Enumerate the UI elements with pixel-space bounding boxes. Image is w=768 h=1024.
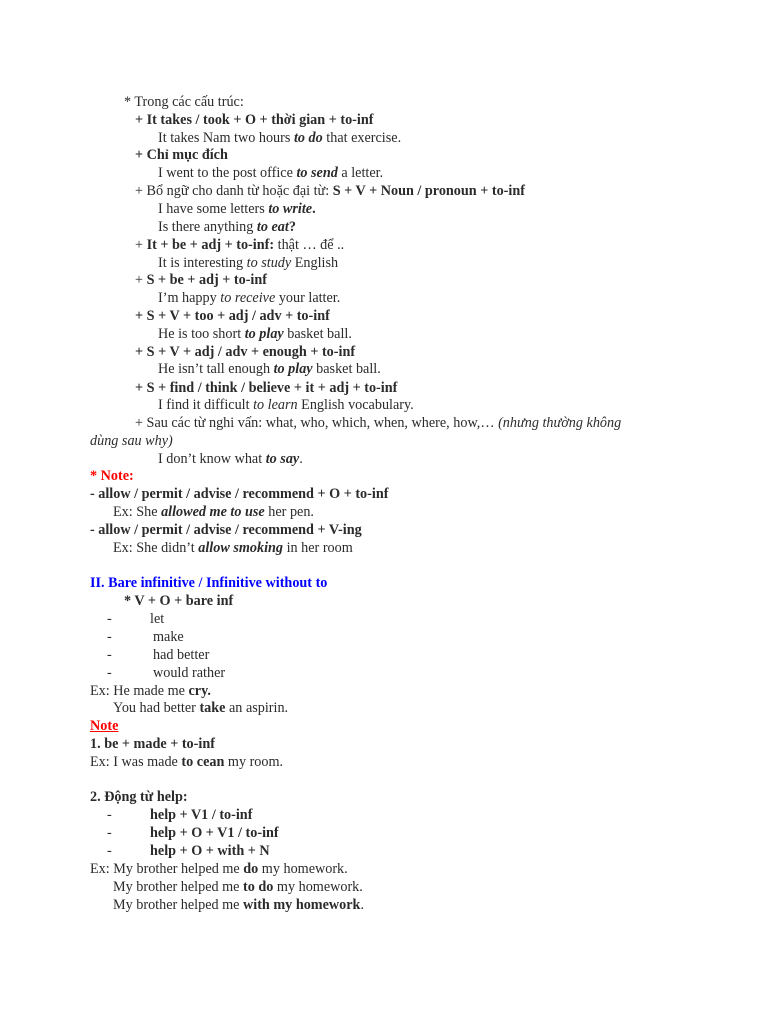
note-example	[113, 540, 353, 557]
rule-line	[135, 272, 267, 289]
example-text: Ex: He made me	[90, 683, 189, 699]
example-text: It takes Nam two hours	[158, 130, 294, 146]
help-title-text: 2. Động từ help:	[90, 789, 188, 805]
example-text: English	[291, 255, 339, 271]
help-title	[90, 789, 188, 806]
rule-line	[135, 237, 344, 254]
example-text: my homework.	[258, 861, 348, 877]
rule-prefix: +	[135, 237, 147, 253]
note-rule	[90, 522, 362, 539]
bullet: -	[107, 647, 112, 663]
example-italic: to study	[246, 255, 292, 271]
rule-prefix: + Bổ ngữ cho danh từ hoặc đại từ:	[135, 183, 333, 199]
example-line	[113, 700, 288, 717]
rule-prefix: +	[135, 308, 147, 324]
list-item-label	[150, 807, 252, 824]
example-emphasis: to write	[268, 201, 313, 217]
list-item-label	[153, 647, 209, 664]
note-title	[90, 718, 118, 735]
example-emphasis: to eat	[256, 219, 289, 235]
example-text: my room.	[224, 754, 284, 770]
rule-line	[135, 308, 330, 325]
example-bold: with my homework	[243, 897, 361, 913]
note-example	[113, 504, 314, 521]
example-line	[158, 397, 414, 414]
example-text: I don’t know what	[158, 451, 266, 467]
example-line	[158, 361, 381, 378]
example-text: basket ball.	[283, 326, 352, 342]
example-line	[158, 219, 296, 236]
example-line	[158, 165, 383, 182]
rule-text: S + V + too + adj / adv + to-inf	[146, 308, 330, 324]
rule-prefix: +	[135, 344, 147, 360]
example-text: .	[299, 451, 303, 467]
list-item	[107, 665, 112, 682]
example-text: a letter.	[337, 165, 384, 181]
bullet: -	[107, 825, 112, 841]
bullet: -	[107, 629, 112, 645]
example-line	[158, 201, 316, 218]
bullet: -	[107, 665, 112, 681]
note-rule	[90, 486, 388, 503]
list-item-text: help + O + with + N	[150, 843, 270, 859]
list-item-label	[153, 629, 184, 646]
list-item	[107, 611, 112, 628]
example-text: I have some letters	[158, 201, 269, 217]
structure-text: * V + O + bare inf	[124, 593, 234, 609]
question-words-text: + Sau các từ nghi vấn: what, who, which, when, where, how,…	[135, 415, 499, 431]
rule-prefix: +	[135, 147, 147, 163]
rule-prefix: +	[135, 272, 147, 288]
example-text: an aspirin.	[225, 700, 289, 716]
list-item-text: make	[153, 629, 184, 645]
example-text: ?	[288, 219, 296, 235]
list-item	[107, 647, 112, 664]
example-italic: to learn	[253, 397, 298, 413]
question-words-cont	[90, 433, 173, 450]
example-text: My brother helped me	[113, 879, 244, 895]
note-rule	[90, 736, 215, 753]
note-title-text: * Note:	[90, 468, 134, 484]
list-item-text: help + V1 / to-inf	[150, 807, 253, 823]
example-text: My brother helped me	[113, 897, 244, 913]
question-words-italic: (nhưng thường không	[498, 415, 622, 431]
example-text: Ex: My brother helped me	[90, 861, 244, 877]
list-item-text: had better	[153, 647, 210, 663]
example-text: I’m happy	[158, 290, 221, 306]
rule-text: S + be + adj + to-inf	[146, 272, 267, 288]
note-rule-text: 1. be + made + to-inf	[90, 736, 215, 752]
question-words-line	[135, 415, 621, 432]
rule-suffix: thật … để ..	[274, 237, 345, 253]
rule-text: It takes / took + O + thời gian + to-inf	[146, 112, 374, 128]
rule-text: Chỉ mục đích	[146, 147, 228, 163]
list-item	[107, 825, 112, 842]
rule-text: It + be + adj + to-inf:	[146, 237, 275, 253]
example-text: Ex: She didn’t	[113, 540, 199, 556]
example-italic: to receive	[220, 290, 276, 306]
example-text: You had better	[113, 700, 200, 716]
rule-text: S + V + adj / adv + enough + to-inf	[146, 344, 356, 360]
example-line	[158, 290, 340, 307]
section-intro	[124, 94, 244, 111]
list-item-label	[150, 843, 270, 860]
example-text: It is interesting	[158, 255, 247, 271]
example-text: that exercise.	[322, 130, 402, 146]
example-line	[113, 897, 364, 914]
list-item-label	[150, 611, 164, 628]
rule-prefix: +	[135, 112, 147, 128]
example-text: Ex: She	[113, 504, 162, 520]
example-text: He is too short	[158, 326, 245, 342]
example-text: basket ball.	[312, 361, 381, 377]
list-item-label	[150, 825, 279, 842]
example-line	[158, 451, 303, 468]
example-text: your latter.	[275, 290, 341, 306]
example-emphasis: to send	[296, 165, 338, 181]
example-text: .	[312, 201, 316, 217]
example-emphasis: allow smoking	[198, 540, 284, 556]
rule-line	[135, 112, 373, 129]
rule-text: S + V + Noun / pronoun + to-inf	[332, 183, 525, 199]
example-text: her pen.	[264, 504, 314, 520]
rule-line	[135, 380, 397, 397]
example-line	[158, 326, 352, 343]
question-words-italic-cont: dùng sau why)	[90, 433, 173, 449]
intro-text: * Trong các cấu trúc:	[124, 94, 244, 110]
note-rule-text: - allow / permit / advise / recommend + O + to-inf	[90, 486, 389, 502]
list-item-label	[153, 665, 225, 682]
example-emphasis: to play	[244, 326, 284, 342]
example-line	[113, 879, 363, 896]
rule-text: S + find / think / believe + it + adj + to-inf	[146, 380, 398, 396]
note-rule-text: - allow / permit / advise / recommend + V-ing	[90, 522, 362, 538]
example-bold: take	[199, 700, 226, 716]
list-item-text: let	[150, 611, 165, 627]
example-text: He isn’t tall enough	[158, 361, 274, 377]
example-emphasis: to say	[265, 451, 300, 467]
section-heading-text: II. Bare infinitive / Infinitive without to	[90, 575, 328, 591]
example-text: .	[360, 897, 364, 913]
bullet: -	[107, 807, 112, 823]
example-text: my homework.	[273, 879, 363, 895]
list-item-text: help + O + V1 / to-inf	[150, 825, 279, 841]
rule-line	[135, 183, 525, 200]
example-bold: cry.	[188, 683, 211, 699]
example-text: I find it difficult	[158, 397, 254, 413]
example-line	[158, 130, 401, 147]
example-emphasis: allowed me to use	[161, 504, 265, 520]
example-text: Ex: I was made	[90, 754, 182, 770]
example-line	[90, 683, 211, 700]
bullet: -	[107, 611, 112, 627]
structure-line	[124, 593, 233, 610]
example-text: English vocabulary.	[297, 397, 414, 413]
list-item	[107, 629, 112, 646]
rule-line	[135, 344, 355, 361]
example-line	[90, 861, 348, 878]
example-text: I went to the post office	[158, 165, 297, 181]
example-emphasis: to play	[273, 361, 313, 377]
example-bold: do	[243, 861, 259, 877]
example-emphasis: to do	[293, 130, 323, 146]
list-item	[107, 807, 112, 824]
rule-line	[135, 147, 228, 164]
section-heading	[90, 575, 327, 592]
list-item-text: would rather	[153, 665, 226, 681]
example-text: in her room	[283, 540, 353, 556]
note-title-text: Note	[90, 718, 119, 734]
example-text: Is there anything	[158, 219, 257, 235]
rule-prefix: +	[135, 380, 147, 396]
example-bold: to do	[243, 879, 274, 895]
note-title	[90, 468, 134, 485]
list-item	[107, 843, 112, 860]
bullet: -	[107, 843, 112, 859]
example-bold: to cean	[181, 754, 225, 770]
example-line	[158, 255, 338, 272]
note-example	[90, 754, 283, 771]
